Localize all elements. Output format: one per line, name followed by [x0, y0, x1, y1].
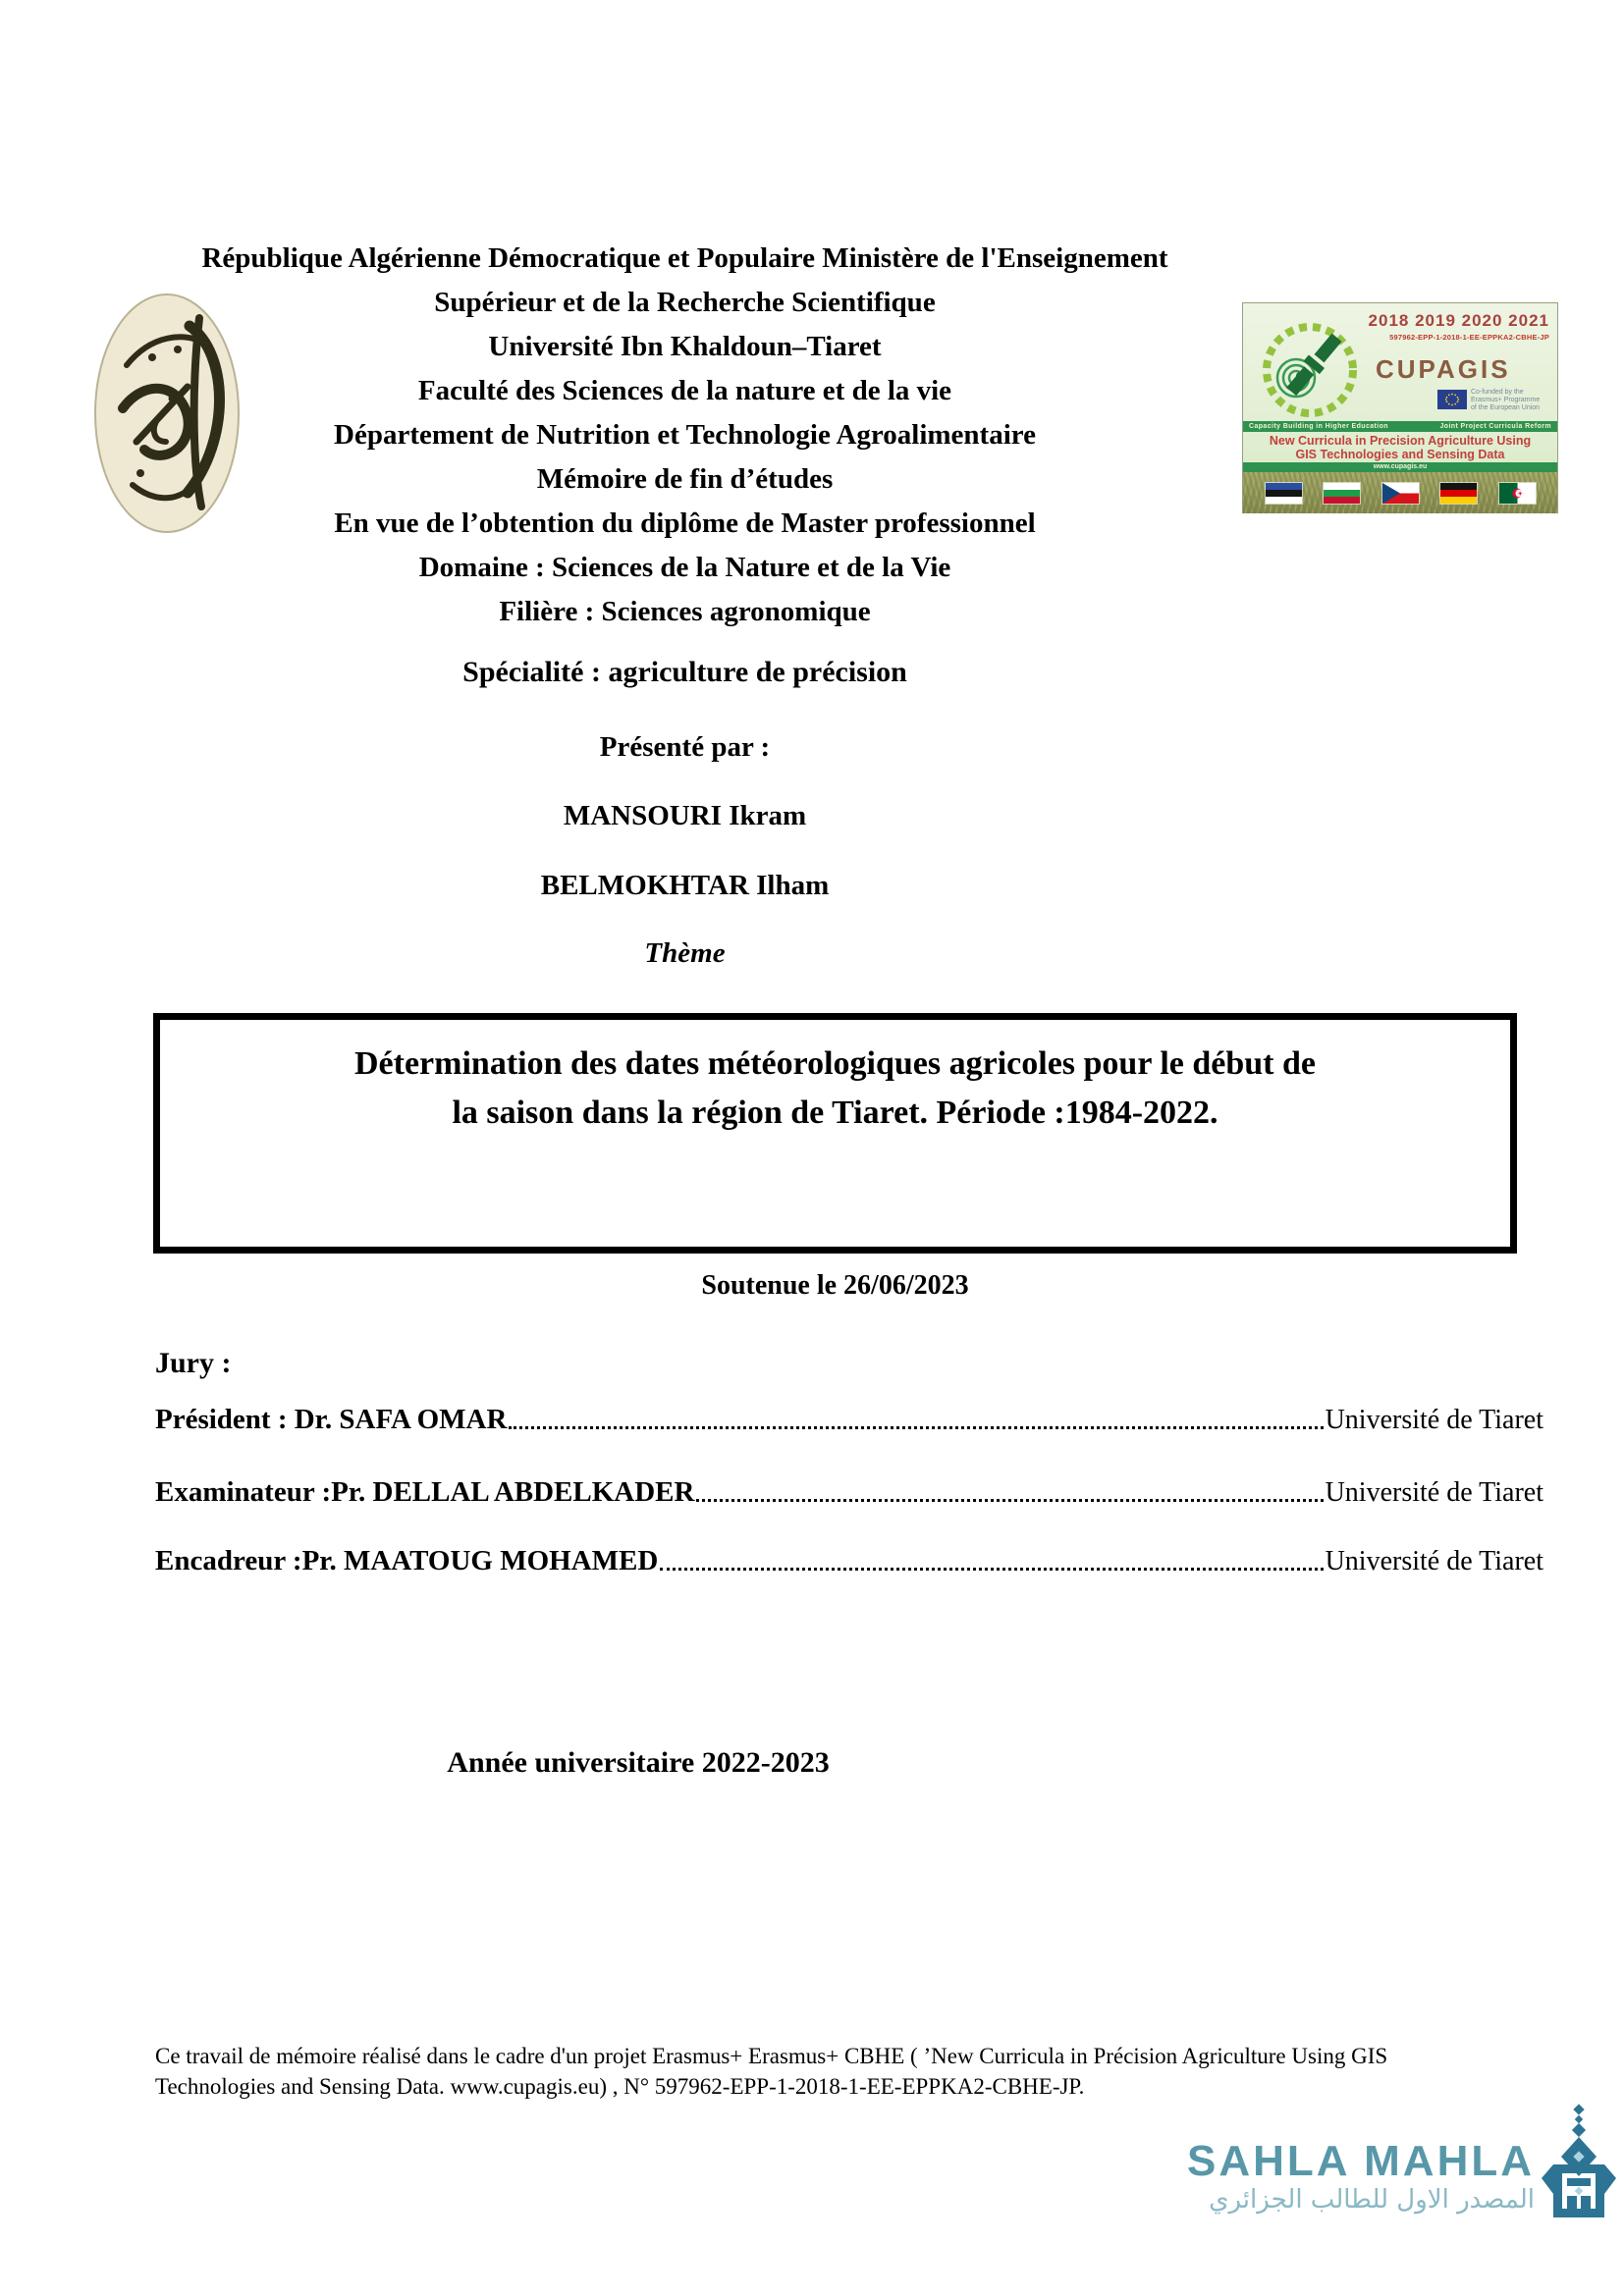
thesis-title-box: [153, 1013, 1517, 1254]
header-line-faculty: Faculté des Sciences de la nature et de la vie: [417, 375, 952, 406]
dotted-leader: [696, 1499, 1323, 1502]
header-line-filiere: Filière : Sciences agronomique: [499, 596, 871, 627]
cupagis-subtitle: [1243, 434, 1557, 461]
flag-bulgaria-icon: [1324, 483, 1360, 504]
dotted-leader: [660, 1568, 1323, 1571]
eu-cofunded-line3: of the European Union: [1471, 404, 1541, 411]
jury-president-affiliation: Université de Tiaret: [1325, 1405, 1543, 1435]
thesis-title-line1: Détermination des dates météorologiques agricoles pour le début de: [354, 1045, 1316, 1082]
flag-czech-republic-icon: [1382, 483, 1419, 504]
defense-date: Soutenue le 26/06/2023: [701, 1270, 969, 1301]
flag-algeria-icon: [1499, 483, 1536, 504]
author-name-1: MANSOURI Ikram: [563, 800, 807, 831]
cupagis-website-strip: www.cupagis.eu: [1243, 462, 1557, 472]
cupagis-project-code: 597962-EPP-1-2018-1-EE-EPPKA2-CBHE-JP: [1389, 333, 1549, 342]
footnote-line1: Ce travail de mémoire réalisé dans le cadre d'un projet Erasmus+ Erasmus+ CBHE ( ’New Curricula in Précision Agriculture Using GIS: [155, 2044, 1388, 2068]
cupagis-satellite-logo: [1257, 313, 1367, 423]
header-line-university: Université Ibn Khaldoun–Tiaret: [488, 331, 882, 362]
header-line-domaine: Domaine : Sciences de la Nature et de la Vie: [418, 552, 951, 583]
header-line-department: Département de Nutrition et Technologie Agroalimentaire: [334, 419, 1036, 451]
eu-flag-icon: [1437, 390, 1467, 409]
institution-header: [128, 237, 1242, 634]
thesis-title-line2: la saison dans la région de Tiaret. Période :1984-2022.: [452, 1095, 1218, 1131]
sahla-mahla-watermark: [1164, 2137, 1535, 2216]
partner-flags-row: [1243, 472, 1557, 513]
sahla-mahla-wordmark: SAHLA MAHLA: [1187, 2137, 1535, 2185]
satellite-wreath-icon: [1257, 313, 1367, 423]
eu-cofunded-line2: Erasmus+ Programme: [1471, 397, 1541, 403]
strip-right-text: Joint Project Curricula Reform: [1439, 423, 1551, 430]
header-line-memoire: Mémoire de fin d’études: [536, 463, 834, 495]
theme-label: Thème: [644, 937, 726, 969]
sahla-mahla-logo-icon: [1540, 2104, 1618, 2231]
cupagis-years: 2018 2019 2020 2021: [1368, 311, 1549, 330]
flag-germany-icon: [1440, 483, 1477, 504]
author-name-2: BELMOKHTAR Ilham: [540, 870, 830, 901]
header-line-republic: République Algérienne Démocratique et Populaire Ministère de l'Enseignement: [201, 242, 1168, 274]
academic-year: Année universitaire 2022-2023: [447, 1746, 830, 1779]
jury-label: Jury :: [155, 1347, 232, 1379]
cupagis-subtitle-line2: GIS Technologies and Sensing Data: [1295, 448, 1505, 461]
header-line-ministry: Supérieur et de la Recherche Scientifique: [434, 287, 936, 318]
jury-encadreur-affiliation: Université de Tiaret: [1325, 1546, 1543, 1576]
presented-by-label: Présenté par :: [599, 731, 771, 763]
jury-row-examinateur: [155, 1476, 1543, 1509]
speciality-line: Spécialité : agriculture de précision: [462, 656, 907, 688]
erasmus-footnote: [155, 2041, 1461, 2102]
sahla-mahla-arabic-tagline: المصدر الاول للطالب الجزائري: [1209, 2185, 1535, 2215]
header-line-diploma: En vue de l’obtention du diplôme de Master professionnel: [334, 507, 1036, 539]
eu-cofunded-text: [1471, 389, 1549, 412]
strip-left-text: Capacity Building in Higher Education: [1249, 423, 1388, 430]
jury-examinateur-affiliation: Université de Tiaret: [1325, 1477, 1543, 1508]
jury-row-encadreur: [155, 1545, 1543, 1577]
cupagis-strip: [1243, 421, 1557, 432]
flag-estonia-icon: [1266, 483, 1302, 504]
dotted-leader: [509, 1426, 1323, 1429]
footnote-line2: Technologies and Sensing Data. www.cupagis.eu) , N° 597962-EPP-1-2018-1-EE-EPPKA2-CBHE-JP.: [155, 2074, 1085, 2099]
cupagis-wordmark: CUPAGIS: [1376, 354, 1511, 384]
jury-examinateur-name: Examinateur :Pr. DELLAL ABDELKADER: [155, 1476, 695, 1508]
eu-cofunded-line1: Co-funded by the: [1471, 389, 1524, 396]
cupagis-banner: [1242, 302, 1558, 513]
jury-president-name: Président : Dr. SAFA OMAR: [155, 1404, 508, 1435]
jury-encadreur-name: Encadreur :Pr. MAATOUG MOHAMED: [155, 1545, 659, 1576]
cupagis-subtitle-line1: New Curricula in Precision Agriculture Using: [1269, 434, 1532, 448]
jury-row-president: [155, 1404, 1543, 1436]
